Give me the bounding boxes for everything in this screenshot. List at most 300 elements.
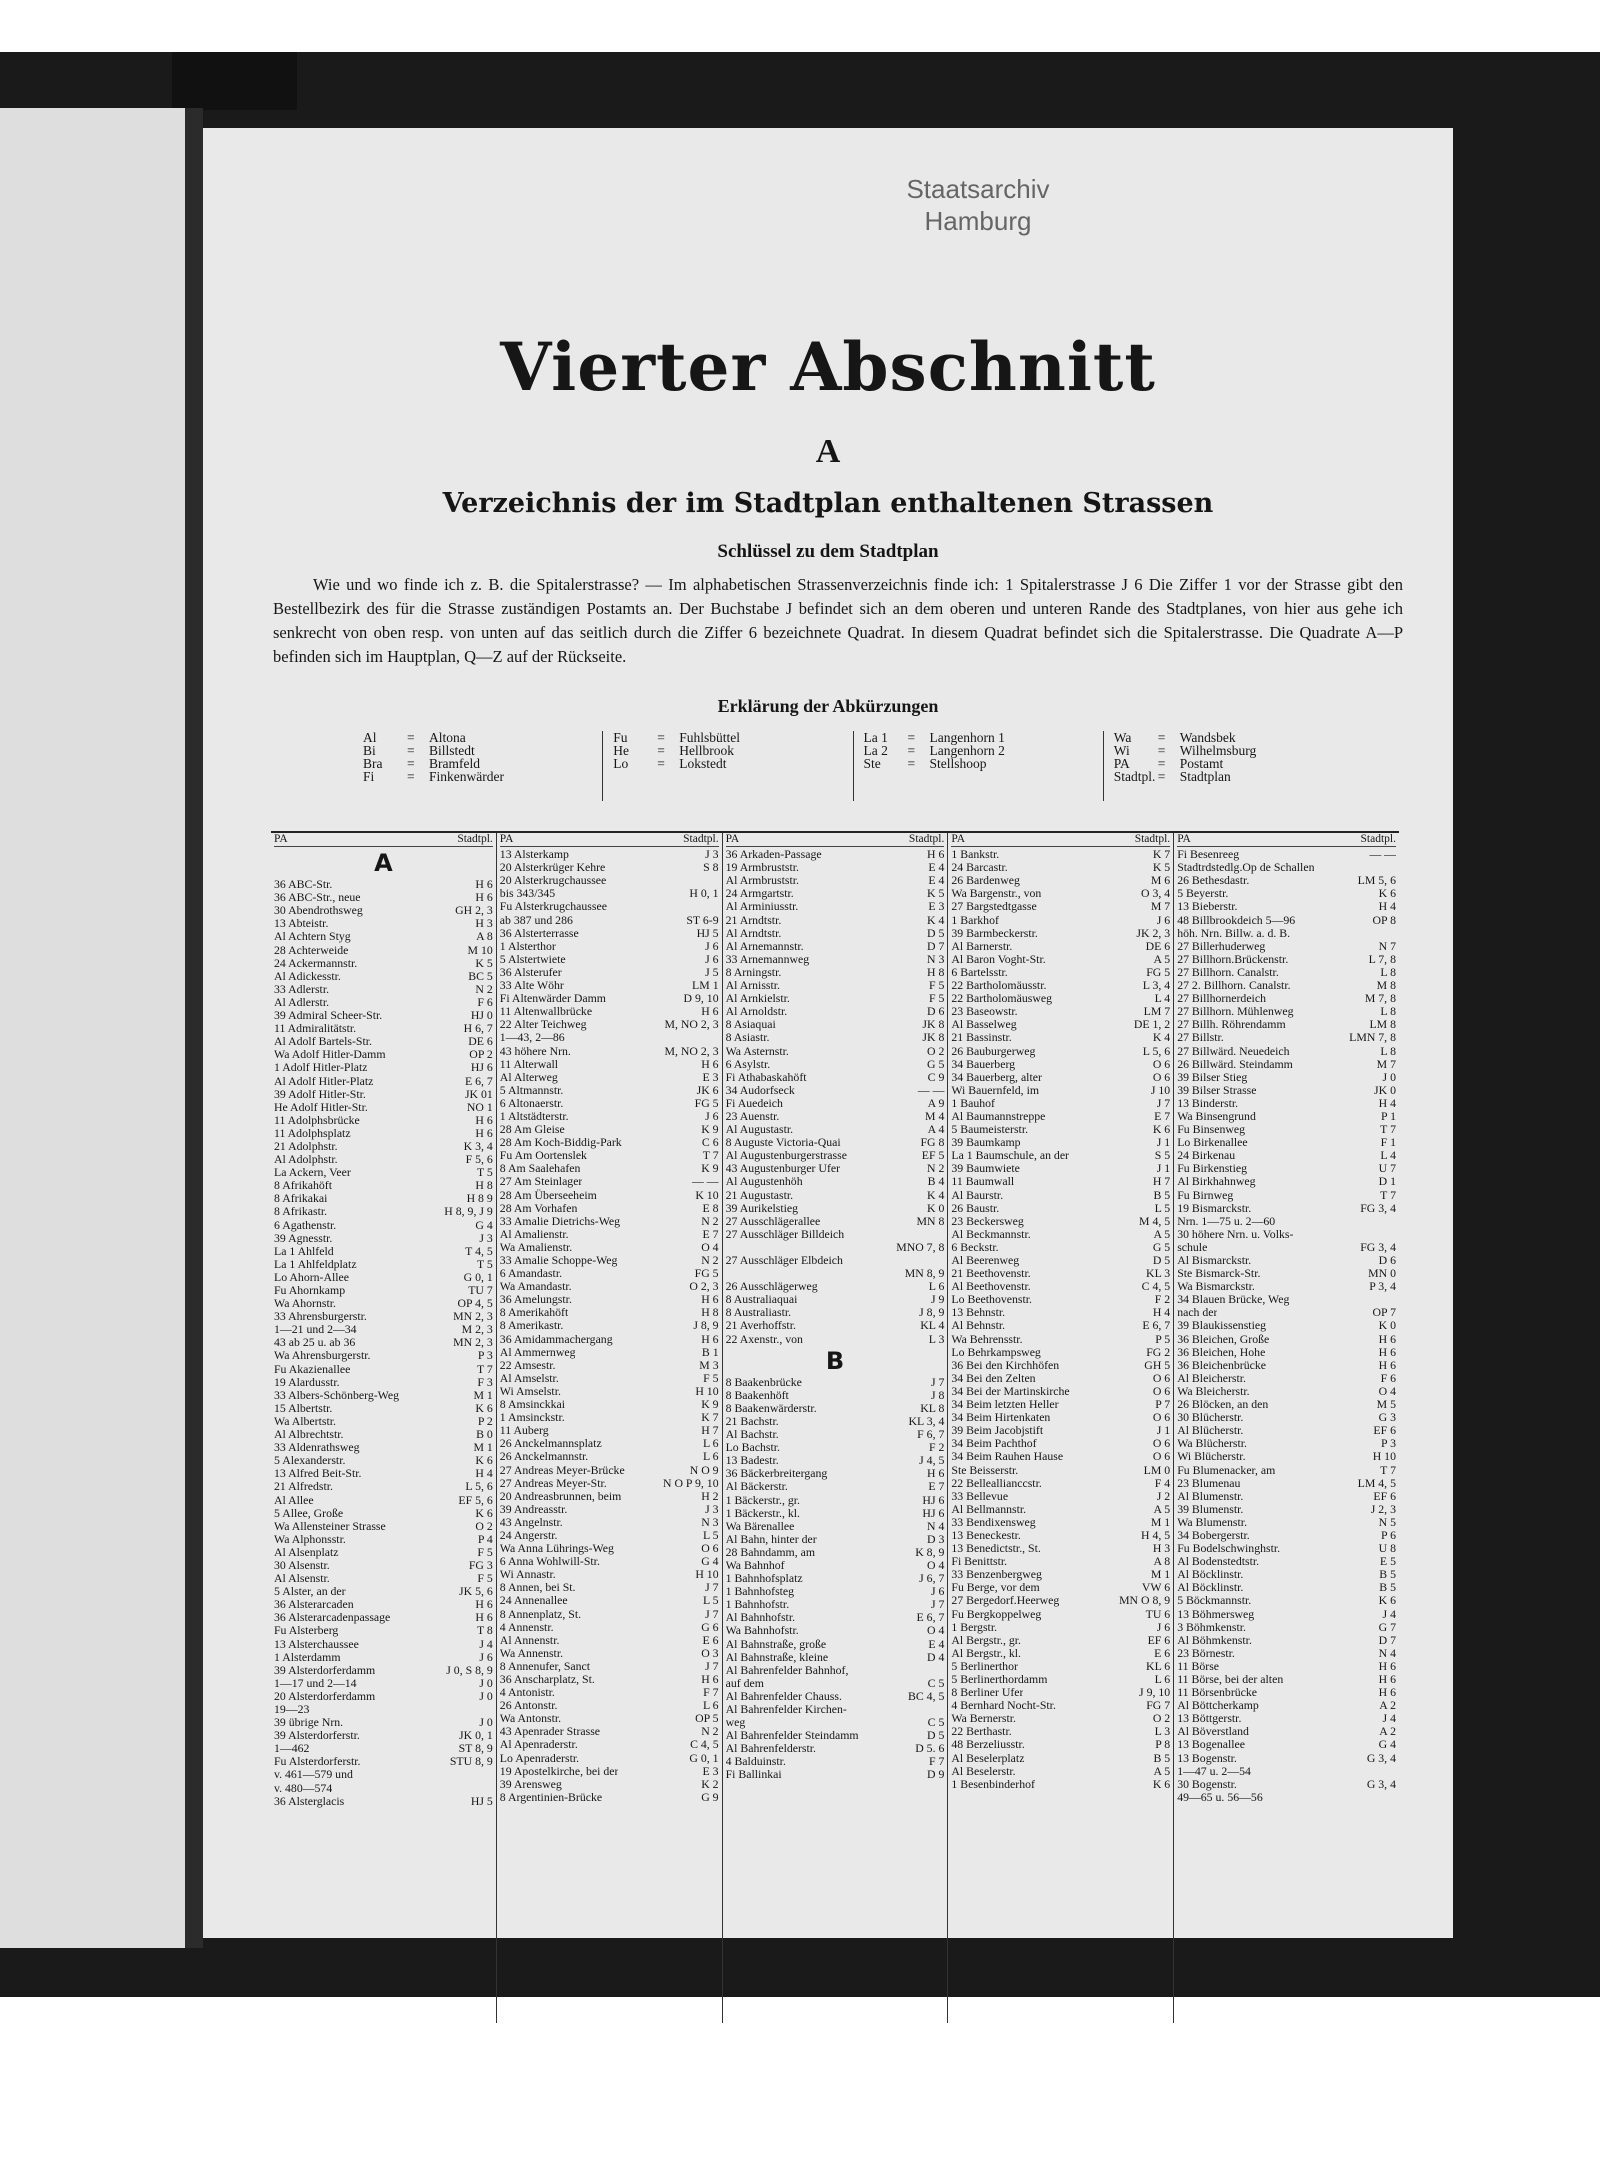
grid-square: A 5 bbox=[1153, 1501, 1171, 1516]
street-name: 1 Bäckerstr., gr. bbox=[725, 1493, 800, 1507]
street-name: 8 Afrikastr. bbox=[274, 1205, 328, 1219]
column-header-stadtplan: Stadtpl. bbox=[1134, 833, 1171, 845]
street-name: Al Bleicherstr. bbox=[1177, 1371, 1246, 1385]
index-entry bbox=[500, 1031, 719, 1044]
grid-square: E 6, 7 bbox=[916, 1610, 945, 1625]
abbreviation-code: PA bbox=[1113, 756, 1130, 771]
street-name: Al Alsenstr. bbox=[274, 1572, 330, 1586]
index-entry bbox=[1177, 1490, 1396, 1503]
abbreviations-title: Erklärung der Abkürzungen bbox=[717, 696, 939, 716]
index-entry bbox=[951, 1778, 1170, 1791]
street-name: Wa Anna Lührings-Weg bbox=[499, 1542, 614, 1556]
abbreviation-code: Bi bbox=[363, 743, 376, 758]
index-entry bbox=[274, 1075, 493, 1088]
abbreviation-meaning: Hellbrook bbox=[679, 743, 734, 758]
index-entry bbox=[500, 966, 719, 979]
street-name: Wi Amselstr. bbox=[499, 1384, 561, 1398]
grid-square: K 9 bbox=[701, 1122, 719, 1137]
street-name: 21 Bachstr. bbox=[725, 1414, 779, 1428]
index-entry bbox=[274, 996, 493, 1009]
index-entry bbox=[726, 1454, 945, 1467]
grid-square: F 2 bbox=[928, 1440, 945, 1455]
grid-square: JK 8 bbox=[922, 1030, 945, 1045]
grid-square: TU 6 bbox=[1145, 1606, 1171, 1621]
street-name: 39 Blumenstr. bbox=[1177, 1502, 1244, 1516]
grid-square: FG 2 bbox=[1146, 1344, 1171, 1359]
grid-square: ST 8, 9 bbox=[458, 1741, 493, 1756]
street-name: v. 461—579 und bbox=[274, 1768, 353, 1782]
street-name: Wa Allensteiner Strasse bbox=[274, 1519, 386, 1533]
index-entry bbox=[274, 1664, 493, 1677]
street-name: Lo Beethovenstr. bbox=[951, 1293, 1032, 1307]
grid-square: N 5 bbox=[1378, 1514, 1396, 1529]
grid-square: C 5 bbox=[927, 1715, 945, 1730]
grid-square: M 1 bbox=[473, 1440, 493, 1455]
abbreviation-meaning: Billstedt bbox=[429, 743, 475, 758]
index-entry bbox=[500, 1621, 719, 1634]
archive-stamp bbox=[848, 173, 1108, 237]
grid-square: J 7 bbox=[705, 1580, 719, 1595]
grid-square: L 3 bbox=[928, 1331, 945, 1346]
street-name: 43 höhere Nrn. bbox=[499, 1044, 571, 1058]
grid-square: O 6 bbox=[1152, 1056, 1171, 1071]
grid-square: MN O 8, 9 bbox=[1119, 1593, 1171, 1608]
grid-square: K 7 bbox=[701, 1410, 719, 1425]
index-entry bbox=[726, 1507, 945, 1520]
street-name: 21 Averhoffstr. bbox=[725, 1319, 796, 1333]
grid-square: G 0, 1 bbox=[689, 1750, 719, 1765]
street-name: 34 Blauen Brücke, Weg bbox=[1177, 1293, 1290, 1307]
street-name: 1 Bankstr. bbox=[951, 848, 1000, 862]
grid-square: D 9, 10 bbox=[683, 991, 719, 1006]
street-name: 13 Böttgerstr. bbox=[1177, 1712, 1242, 1726]
index-entry bbox=[500, 1778, 719, 1791]
grid-square: N 2 bbox=[927, 1161, 945, 1176]
stamp-line-1: Staatsarchiv bbox=[906, 174, 1050, 204]
grid-square: L 8 bbox=[1380, 1004, 1396, 1019]
street-name: Wa Bernerstr. bbox=[951, 1712, 1016, 1726]
index-entry bbox=[1177, 1660, 1396, 1673]
street-name: 1 Alsterthor bbox=[499, 939, 556, 953]
index-entry bbox=[1177, 979, 1396, 992]
index-entry bbox=[274, 970, 493, 983]
grid-square: JK 5, 6 bbox=[459, 1584, 493, 1599]
street-name: Al Adolf Hitler-Platz bbox=[274, 1074, 374, 1088]
index-entry bbox=[500, 1097, 719, 1110]
index-entry bbox=[274, 1467, 493, 1480]
index-entry bbox=[726, 1110, 945, 1123]
street-name: 34 Beim Pachthof bbox=[951, 1437, 1037, 1451]
index-entry bbox=[951, 1280, 1170, 1293]
street-name: 39 Baumwiete bbox=[951, 1162, 1020, 1176]
grid-square: MN 8 bbox=[916, 1213, 945, 1228]
grid-square: O 2 bbox=[475, 1518, 493, 1533]
index-entry bbox=[274, 1638, 493, 1651]
index-entry bbox=[951, 1045, 1170, 1058]
abbreviation-code: Lo bbox=[613, 756, 629, 771]
index-entry bbox=[951, 1071, 1170, 1084]
street-name: 11 Börse bbox=[1177, 1659, 1220, 1673]
street-name: 30 Blücherstr. bbox=[1177, 1411, 1244, 1425]
grid-square: E 6, 7 bbox=[464, 1073, 493, 1088]
index-entry bbox=[500, 1162, 719, 1175]
index-entry bbox=[951, 1293, 1170, 1306]
index-entry bbox=[726, 1638, 945, 1651]
index-entry bbox=[951, 1411, 1170, 1424]
street-name: 8 Arningstr. bbox=[725, 965, 782, 979]
index-entry bbox=[1177, 953, 1396, 966]
grid-square: P 5 bbox=[1155, 1331, 1171, 1346]
index-entry bbox=[274, 1559, 493, 1572]
street-name: 36 ABC-Str. bbox=[274, 878, 333, 892]
index-entry bbox=[726, 1202, 945, 1215]
street-name: 6 Altonaerstr. bbox=[499, 1096, 564, 1110]
index-entry bbox=[951, 1594, 1170, 1607]
street-name: Al Bellmannstr. bbox=[951, 1502, 1027, 1516]
grid-square: B 5 bbox=[1153, 1750, 1171, 1765]
column-header bbox=[951, 833, 1170, 847]
street-name: 22 Axenstr., von bbox=[725, 1332, 803, 1346]
abbreviation-equals: = bbox=[907, 730, 916, 745]
street-name: 8 Baakenwärderstr. bbox=[725, 1401, 817, 1415]
grid-square: J 2 bbox=[1156, 1488, 1171, 1503]
index-entry bbox=[1177, 1450, 1396, 1463]
street-name: 1—47 u. 2—54 bbox=[1177, 1764, 1251, 1778]
index-entry bbox=[1177, 1568, 1396, 1581]
street-name: 8 Australiastr. bbox=[725, 1306, 792, 1320]
street-name: 13 Alsterchaussee bbox=[274, 1637, 359, 1651]
street-name: Al Amalienstr. bbox=[499, 1227, 569, 1241]
index-entry bbox=[1177, 1621, 1396, 1634]
street-name: 8 Asiaquai bbox=[725, 1018, 776, 1032]
grid-square: H 8 bbox=[475, 1178, 493, 1193]
grid-square: A 9 bbox=[927, 1095, 945, 1110]
abbreviation-meaning: Postamt bbox=[1179, 756, 1224, 771]
street-name: Al Bahn, hinter der bbox=[725, 1532, 817, 1546]
street-name: 19—23 bbox=[274, 1703, 310, 1716]
index-entry bbox=[500, 1490, 719, 1503]
street-name: 36 Arkaden-Passage bbox=[725, 848, 822, 862]
index-entry bbox=[1177, 1175, 1396, 1188]
grid-square bbox=[941, 1228, 944, 1241]
index-entry bbox=[1177, 1071, 1396, 1084]
index-entry bbox=[1177, 914, 1396, 927]
street-name: 27 Ausschläger Billdeich bbox=[725, 1227, 845, 1241]
street-name: 27 Ausschläger Elbdeich bbox=[725, 1254, 843, 1267]
grid-square: J 7 bbox=[705, 1606, 719, 1621]
street-name: Fu Bodelschwinghstr. bbox=[1177, 1542, 1281, 1556]
index-entry bbox=[726, 1611, 945, 1624]
index-entry bbox=[500, 1581, 719, 1594]
street-name: 20 Andreasbrunnen, beim bbox=[499, 1489, 622, 1503]
grid-square: M 1 bbox=[473, 1387, 493, 1402]
index-entry bbox=[1177, 1319, 1396, 1332]
grid-square: EF 5 bbox=[921, 1148, 945, 1163]
street-name: Al Arnoldstr. bbox=[725, 1005, 788, 1019]
street-name: 8 Am Saalehafen bbox=[499, 1162, 581, 1176]
index-entry bbox=[1177, 1634, 1396, 1647]
grid-square: P 8 bbox=[1155, 1737, 1171, 1752]
grid-square: DE 1, 2 bbox=[1133, 1017, 1171, 1032]
document-page bbox=[203, 128, 1453, 1938]
index-entry bbox=[500, 1372, 719, 1385]
street-name: Fu Birkenstieg bbox=[1177, 1162, 1247, 1176]
grid-square: J 6 bbox=[1156, 1619, 1171, 1634]
grid-square: E 4 bbox=[928, 860, 945, 875]
street-name: 36 Amidammachergang bbox=[499, 1332, 613, 1346]
grid-square: L 8 bbox=[1380, 1043, 1396, 1058]
index-entry bbox=[951, 1490, 1170, 1503]
street-name: 1—462 bbox=[274, 1742, 310, 1756]
street-name: Al Arnkielstr. bbox=[725, 992, 790, 1006]
street-name: 33 Aldenrathsweg bbox=[274, 1441, 360, 1455]
street-name: 30 Bogenstr. bbox=[1177, 1777, 1237, 1791]
index-entry bbox=[951, 900, 1170, 913]
street-name: 1—43, 2—86 bbox=[499, 1031, 565, 1045]
grid-square: T 7 bbox=[1380, 1187, 1396, 1202]
index-entry bbox=[274, 1677, 493, 1690]
index-entry bbox=[500, 1765, 719, 1778]
street-name: Al Achtern Styg bbox=[274, 930, 351, 944]
index-entry bbox=[500, 1516, 719, 1529]
grid-square: G 3, 4 bbox=[1366, 1776, 1396, 1791]
grid-square: OP 8 bbox=[1372, 912, 1396, 927]
grid-square: — — bbox=[692, 1174, 719, 1189]
index-entry bbox=[951, 1018, 1170, 1031]
street-name: 13 Alfred Beit-Str. bbox=[274, 1467, 362, 1481]
index-entry bbox=[951, 1752, 1170, 1765]
index-entry bbox=[951, 914, 1170, 927]
index-entry bbox=[726, 1716, 945, 1729]
street-name: 11 Adolphsbrücke bbox=[274, 1113, 360, 1127]
index-entry bbox=[726, 1084, 945, 1097]
index-entry bbox=[726, 900, 945, 913]
index-entry bbox=[951, 1555, 1170, 1568]
grid-square: O 6 bbox=[1152, 1383, 1171, 1398]
grid-square: STU 8, 9 bbox=[449, 1754, 493, 1769]
street-name: 36 Anscharplatz, St. bbox=[499, 1673, 595, 1686]
grid-square: J 6 bbox=[705, 938, 719, 953]
street-name: Al Arnemannstr. bbox=[725, 939, 804, 953]
index-entry bbox=[500, 1464, 719, 1477]
grid-square: K 6 bbox=[475, 1400, 493, 1415]
index-entry bbox=[951, 1202, 1170, 1215]
index-entry bbox=[1177, 1058, 1396, 1071]
grid-square: KL 8 bbox=[920, 1400, 945, 1415]
street-name: Al Annenstr. bbox=[499, 1633, 560, 1647]
index-entry bbox=[726, 914, 945, 927]
grid-square: N 2 bbox=[701, 1253, 719, 1267]
abbreviation-group bbox=[353, 731, 602, 801]
index-entry bbox=[726, 1031, 945, 1044]
street-name: 36 Bleichen, Hohe bbox=[1177, 1345, 1266, 1359]
street-name: 27 2. Billhorn. Canalstr. bbox=[1177, 979, 1291, 993]
street-name: Al Bismarckstr. bbox=[1177, 1254, 1252, 1267]
column-header bbox=[274, 833, 493, 847]
index-entry bbox=[1177, 1542, 1396, 1555]
street-name: 1 Adolf Hitler-Platz bbox=[274, 1061, 368, 1075]
index-entry bbox=[726, 979, 945, 992]
grid-square: K 6 bbox=[475, 1453, 493, 1468]
street-name: Al Bäckerstr. bbox=[725, 1480, 788, 1494]
index-entry bbox=[274, 1061, 493, 1074]
index-entry bbox=[274, 1415, 493, 1428]
index-entry bbox=[726, 1136, 945, 1149]
grid-square: D 4 bbox=[927, 1649, 945, 1664]
abbreviation-equals: = bbox=[1157, 756, 1166, 771]
abbreviation-meaning: Bramfeld bbox=[429, 756, 480, 771]
index-entry bbox=[726, 1664, 945, 1677]
grid-square: H 6 bbox=[927, 1466, 945, 1481]
street-name: 26 Anckelmannsplatz bbox=[499, 1437, 602, 1451]
grid-square: K 6 bbox=[475, 1505, 493, 1520]
index-entry bbox=[500, 953, 719, 966]
facing-page bbox=[0, 108, 185, 1948]
street-name: Wa Adolf Hitler-Damm bbox=[274, 1048, 386, 1062]
grid-square bbox=[1393, 927, 1396, 940]
street-name: 1 Bergstr. bbox=[951, 1620, 998, 1634]
grid-square: J 0 bbox=[479, 1675, 493, 1690]
street-name: 1—21 und 2—34 bbox=[274, 1323, 357, 1337]
index-entry bbox=[951, 1529, 1170, 1542]
street-name: 26 Bauburgerweg bbox=[951, 1044, 1036, 1058]
street-name: La Ackern, Veer bbox=[274, 1166, 351, 1180]
grid-square bbox=[490, 1782, 493, 1795]
street-name: 1 Bahnhofstr. bbox=[725, 1598, 790, 1612]
index-entry bbox=[1177, 992, 1396, 1005]
street-name: 39 Admiral Scheer-Str. bbox=[274, 1009, 383, 1023]
grid-square: L 5, 6 bbox=[465, 1479, 493, 1494]
grid-square: J 0 bbox=[1382, 1069, 1396, 1084]
index-entry bbox=[951, 1031, 1170, 1044]
grid-square: K 0 bbox=[927, 1200, 945, 1215]
street-name: 1 Besenbinderhof bbox=[951, 1777, 1035, 1791]
index-entry bbox=[274, 944, 493, 957]
index-column bbox=[722, 833, 948, 2023]
grid-square: M 1 bbox=[1150, 1514, 1171, 1529]
index-entry bbox=[726, 1005, 945, 1018]
grid-square: H 8 9 bbox=[466, 1191, 493, 1206]
index-entry bbox=[1177, 1437, 1396, 1450]
index-entry bbox=[951, 1359, 1170, 1372]
index-entry bbox=[1177, 1359, 1396, 1372]
street-name: 36 ABC-Str., neue bbox=[274, 891, 361, 905]
abbreviation-code: La 1 bbox=[863, 730, 888, 745]
index-entry bbox=[951, 1450, 1170, 1463]
street-name: Al Adolf Bartels-Str. bbox=[274, 1035, 372, 1049]
grid-square: HJ 6 bbox=[922, 1505, 945, 1520]
index-entry bbox=[274, 1336, 493, 1349]
grid-square: N 7 bbox=[1378, 938, 1396, 953]
grid-square: N 4 bbox=[927, 1518, 945, 1533]
index-entry bbox=[274, 1114, 493, 1127]
section-heading: Verzeichnis der im Stadtplan enthaltenen Strassen bbox=[442, 488, 1214, 519]
index-entry bbox=[500, 914, 719, 927]
index-entry bbox=[274, 917, 493, 930]
index-entry bbox=[1177, 1752, 1396, 1765]
grid-square: H 6 bbox=[701, 1292, 719, 1307]
abbreviation-code: Fu bbox=[613, 730, 628, 745]
street-name: 26 Baustr. bbox=[951, 1201, 1000, 1215]
street-name: 1 Bahnhofsplatz bbox=[725, 1572, 803, 1586]
grid-square: H 6 bbox=[1378, 1344, 1396, 1359]
grid-square: J 1 bbox=[1156, 1135, 1171, 1150]
grid-square: L 5 bbox=[702, 1593, 719, 1608]
street-name: Lo Bachstr. bbox=[725, 1441, 780, 1455]
street-name: 20 Alsterkrugchaussee bbox=[499, 874, 607, 888]
index-entry bbox=[951, 1136, 1170, 1149]
explanation-paragraph bbox=[273, 573, 1403, 669]
grid-square: C 5 bbox=[927, 1675, 945, 1690]
street-name: 13 Benedictstr., St. bbox=[951, 1542, 1041, 1556]
index-entry bbox=[274, 1585, 493, 1598]
street-name: Al Barnerstr. bbox=[951, 939, 1013, 953]
grid-square: FG 5 bbox=[1146, 964, 1171, 979]
street-name: 13 Alsterkamp bbox=[499, 848, 569, 862]
street-name: La 1 Ahlfeld bbox=[274, 1244, 334, 1258]
street-name: 22 Alter Teichweg bbox=[499, 1018, 587, 1032]
grid-square: EF 5, 6 bbox=[458, 1492, 493, 1507]
index-entry bbox=[951, 848, 1170, 861]
street-name: 13 Bogenstr. bbox=[1177, 1751, 1237, 1765]
index-entry bbox=[951, 874, 1170, 887]
index-entry bbox=[274, 957, 493, 970]
index-entry bbox=[1177, 1097, 1396, 1110]
index-entry bbox=[951, 1608, 1170, 1621]
street-name: Wi Annastr. bbox=[499, 1568, 556, 1582]
street-name: 30 Abendrothsweg bbox=[274, 904, 363, 918]
index-entry bbox=[726, 1389, 945, 1402]
street-name: 8 Annen, bei St. bbox=[499, 1581, 576, 1595]
street-name: 13 Beneckestr. bbox=[951, 1528, 1021, 1542]
grid-square: DE 6 bbox=[468, 1034, 493, 1049]
grid-square: D 7 bbox=[1378, 1632, 1396, 1647]
grid-square: M 2, 3 bbox=[461, 1322, 493, 1337]
index-entry bbox=[274, 1782, 493, 1795]
street-name: Al Bahnstraße, große bbox=[725, 1637, 827, 1651]
index-entry bbox=[726, 1267, 945, 1280]
street-name: 4 Bernhard Nocht-Str. bbox=[951, 1699, 1056, 1713]
grid-square: P 4 bbox=[477, 1531, 493, 1546]
street-name: 24 Birkenau bbox=[1177, 1149, 1236, 1163]
index-entry bbox=[500, 1594, 719, 1607]
index-entry bbox=[951, 1712, 1170, 1725]
street-name: Ste Beisserstr. bbox=[951, 1463, 1019, 1477]
grid-square: J 5 bbox=[705, 964, 719, 979]
grid-square: J 9, 10 bbox=[1139, 1685, 1171, 1700]
index-entry bbox=[726, 1480, 945, 1493]
street-name: 8 Afrikakai bbox=[274, 1192, 328, 1206]
grid-square: O 3, 4 bbox=[1141, 886, 1171, 901]
grid-square: P 3, 4 bbox=[1369, 1279, 1396, 1294]
index-entry bbox=[500, 874, 719, 887]
street-name: 11 Baumwall bbox=[951, 1175, 1015, 1189]
grid-square: F 5 bbox=[477, 1544, 493, 1559]
grid-square: FG 8 bbox=[920, 1135, 945, 1150]
grid-square: ST 6-9 bbox=[686, 912, 719, 927]
grid-square: J 6 bbox=[705, 1108, 719, 1123]
grid-square: KL 3 bbox=[1146, 1266, 1171, 1281]
street-name: 24 Armgartstr. bbox=[725, 887, 794, 901]
grid-square: O 6 bbox=[701, 1541, 719, 1556]
grid-square: L 6 bbox=[928, 1279, 945, 1294]
street-index-columns bbox=[271, 831, 1399, 2023]
index-entry bbox=[1177, 1123, 1396, 1136]
grid-square bbox=[490, 1768, 493, 1781]
index-entry bbox=[1177, 1398, 1396, 1411]
index-entry bbox=[951, 1319, 1170, 1332]
index-entry bbox=[274, 1651, 493, 1664]
